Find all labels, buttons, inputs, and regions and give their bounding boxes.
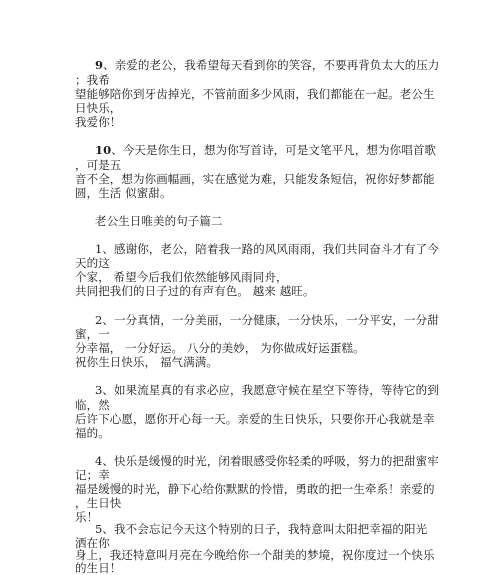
item-5-line-2: 洒在你 (75, 536, 110, 550)
paragraph-9-line-2: ；我希 (75, 73, 110, 87)
item-5-line-4: 的生日！ (75, 561, 122, 575)
item-4-line-2: 记；幸 (75, 468, 110, 482)
item-4-line-3: 福是缓慢的时光，静下心给你默默的怜惜，勇敢的把一生牵系！亲爱的 (75, 482, 435, 496)
item-3-line-1: 3、如果流星真的有求必应，我愿意守候在星空下等待，等待它的到 (95, 383, 439, 397)
paragraph-10-line-1 (95, 143, 436, 157)
item-2-line-4: 祝你生日快乐， 福气满满。 (75, 355, 218, 369)
item-4-line-1: 4、快乐是缓慢的时光，闭着眼感受你轻柔的呼吸，努力的把甜蜜牢 (95, 454, 439, 468)
item-4-line-5: 乐！ (75, 510, 99, 524)
item-3-line-3: 后许下心愿，愿你开心每一天。亲爱的生日快乐，只要你开心我就是幸 (75, 412, 435, 426)
item-5-line-3: 身上，我还特意叫月亮在今晚给你一个甜美的梦境，祝你度过一个快乐 (75, 548, 435, 562)
paragraph-10-line-4: 圆，生活 似蜜甜。 (75, 186, 172, 200)
item-2-line-1: 2、一分真情，一分美丽，一分健康，一分快乐，一分平安，一分甜 (95, 313, 439, 327)
item-number: 10 (95, 143, 112, 157)
paragraph-9-line-1 (95, 58, 440, 72)
item-2-line-3: 分幸福， 一分好运。 八分的美妙， 为你做成好运蛋糕。 (75, 341, 365, 355)
section-heading: 老公生日唯美的句子篇二 (95, 214, 223, 228)
item-1-line-4: 共同把我们的日子过的有声有色。 越来 越旺。 (75, 284, 315, 298)
item-1-line-3: 个家， 希望今后我们依然能够风雨同舟， (75, 270, 288, 284)
line-text: 、亲爱的老公，我希望每天看到你的笑容，不要再背负太大的压力 (103, 58, 440, 72)
item-number: 9 (95, 58, 104, 72)
line-text: 、今天是你生日，想为你写首诗，可是文笔平凡，想为你唱首歌 (111, 143, 437, 157)
item-1-line-1: 1、感谢你，老公，陪着我一路的风风雨雨，我们共同奋斗才有了今 (95, 242, 439, 256)
paragraph-9-line-3: 望能够陪你到牙齿掉光，不管前面多少风雨，我们都能在一起。老公生 (75, 87, 435, 101)
paragraph-9-line-4: 日快乐， (75, 101, 122, 115)
item-1-line-2: 天的这 (75, 256, 110, 270)
item-3-line-4: 福的。 (75, 426, 110, 440)
paragraph-9-line-5: 我爱你！ (75, 115, 122, 129)
item-5-line-1: 5、我不会忘记今天这个特别的日子，我特意叫太阳把幸福的阳光 (95, 522, 428, 536)
paragraph-10-line-2: ，可是五 (75, 158, 122, 172)
item-2-line-2: 蜜，一 (75, 327, 110, 341)
item-3-line-2: 临，然 (75, 398, 110, 412)
paragraph-10-line-3: 音不全，想为你画幅画，实在感觉为难，只能发条短信，祝你好梦都能 (75, 172, 435, 186)
item-4-line-4: ，生日快 (75, 496, 122, 510)
